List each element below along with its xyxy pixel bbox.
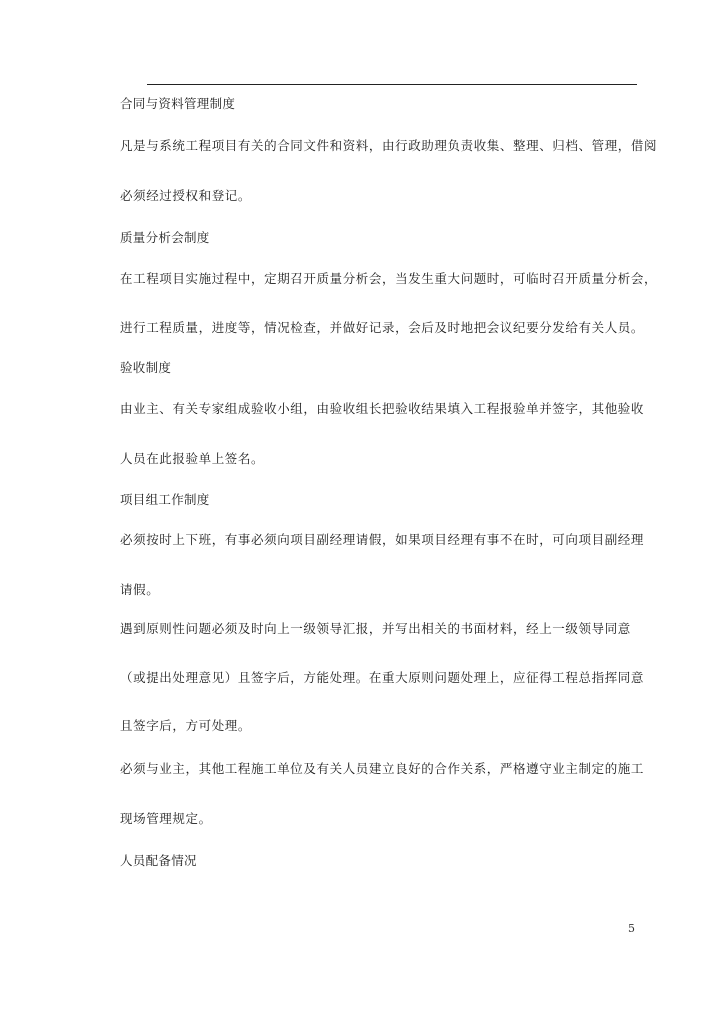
paragraph-line: 必须与业主，其他工程施工单位及有关人员建立良好的合作关系，严格遵守业主制定的施工 [120, 761, 645, 776]
paragraph-line: （或提出处理意见）且签字后，方能处理。在重大原则问题处理上，应征得工程总指挥同意 [120, 670, 645, 685]
paragraph-line: 人员在此报验单上签名。 [120, 451, 265, 466]
paragraph-line: 必须按时上下班，有事必须向项目副经理请假，如果项目经理有事不在时，可向项目副经理 [120, 532, 645, 547]
paragraph-line: 必须经过授权和登记。 [120, 188, 252, 203]
paragraph-line: 在工程项目实施过程中，定期召开质量分析会，当发生重大问题时，可临时召开质量分析会， [120, 271, 658, 286]
paragraph-line: 进行工程质量，进度等，情况检查，并做好记录，会后及时地把会议纪要分发给有关人员。 [120, 320, 645, 335]
header-rule [147, 84, 637, 85]
paragraph-line: 请假。 [120, 582, 160, 597]
section-heading: 人员配备情况 [120, 853, 197, 868]
page-number: 5 [628, 922, 635, 935]
section-heading: 合同与资料管理制度 [120, 96, 236, 111]
section-heading: 项目组工作制度 [120, 492, 210, 507]
paragraph-line: 由业主、有关专家组成验收小组，由验收组长把验收结果填入工程报验单并签字，其他验收 [120, 401, 645, 416]
paragraph-line: 凡是与系统工程项目有关的合同文件和资料，由行政助理负责收集、整理、归档、管理，借阅 [120, 138, 658, 153]
section-heading: 验收制度 [120, 360, 172, 375]
paragraph-line: 遇到原则性问题必须及时向上一级领导汇报，并写出相关的书面材料，经上一级领导同意 [120, 621, 631, 636]
paragraph-line: 现场管理规定。 [120, 811, 212, 826]
section-heading: 质量分析会制度 [120, 230, 210, 245]
paragraph-line: 且签字后，方可处理。 [120, 718, 252, 733]
